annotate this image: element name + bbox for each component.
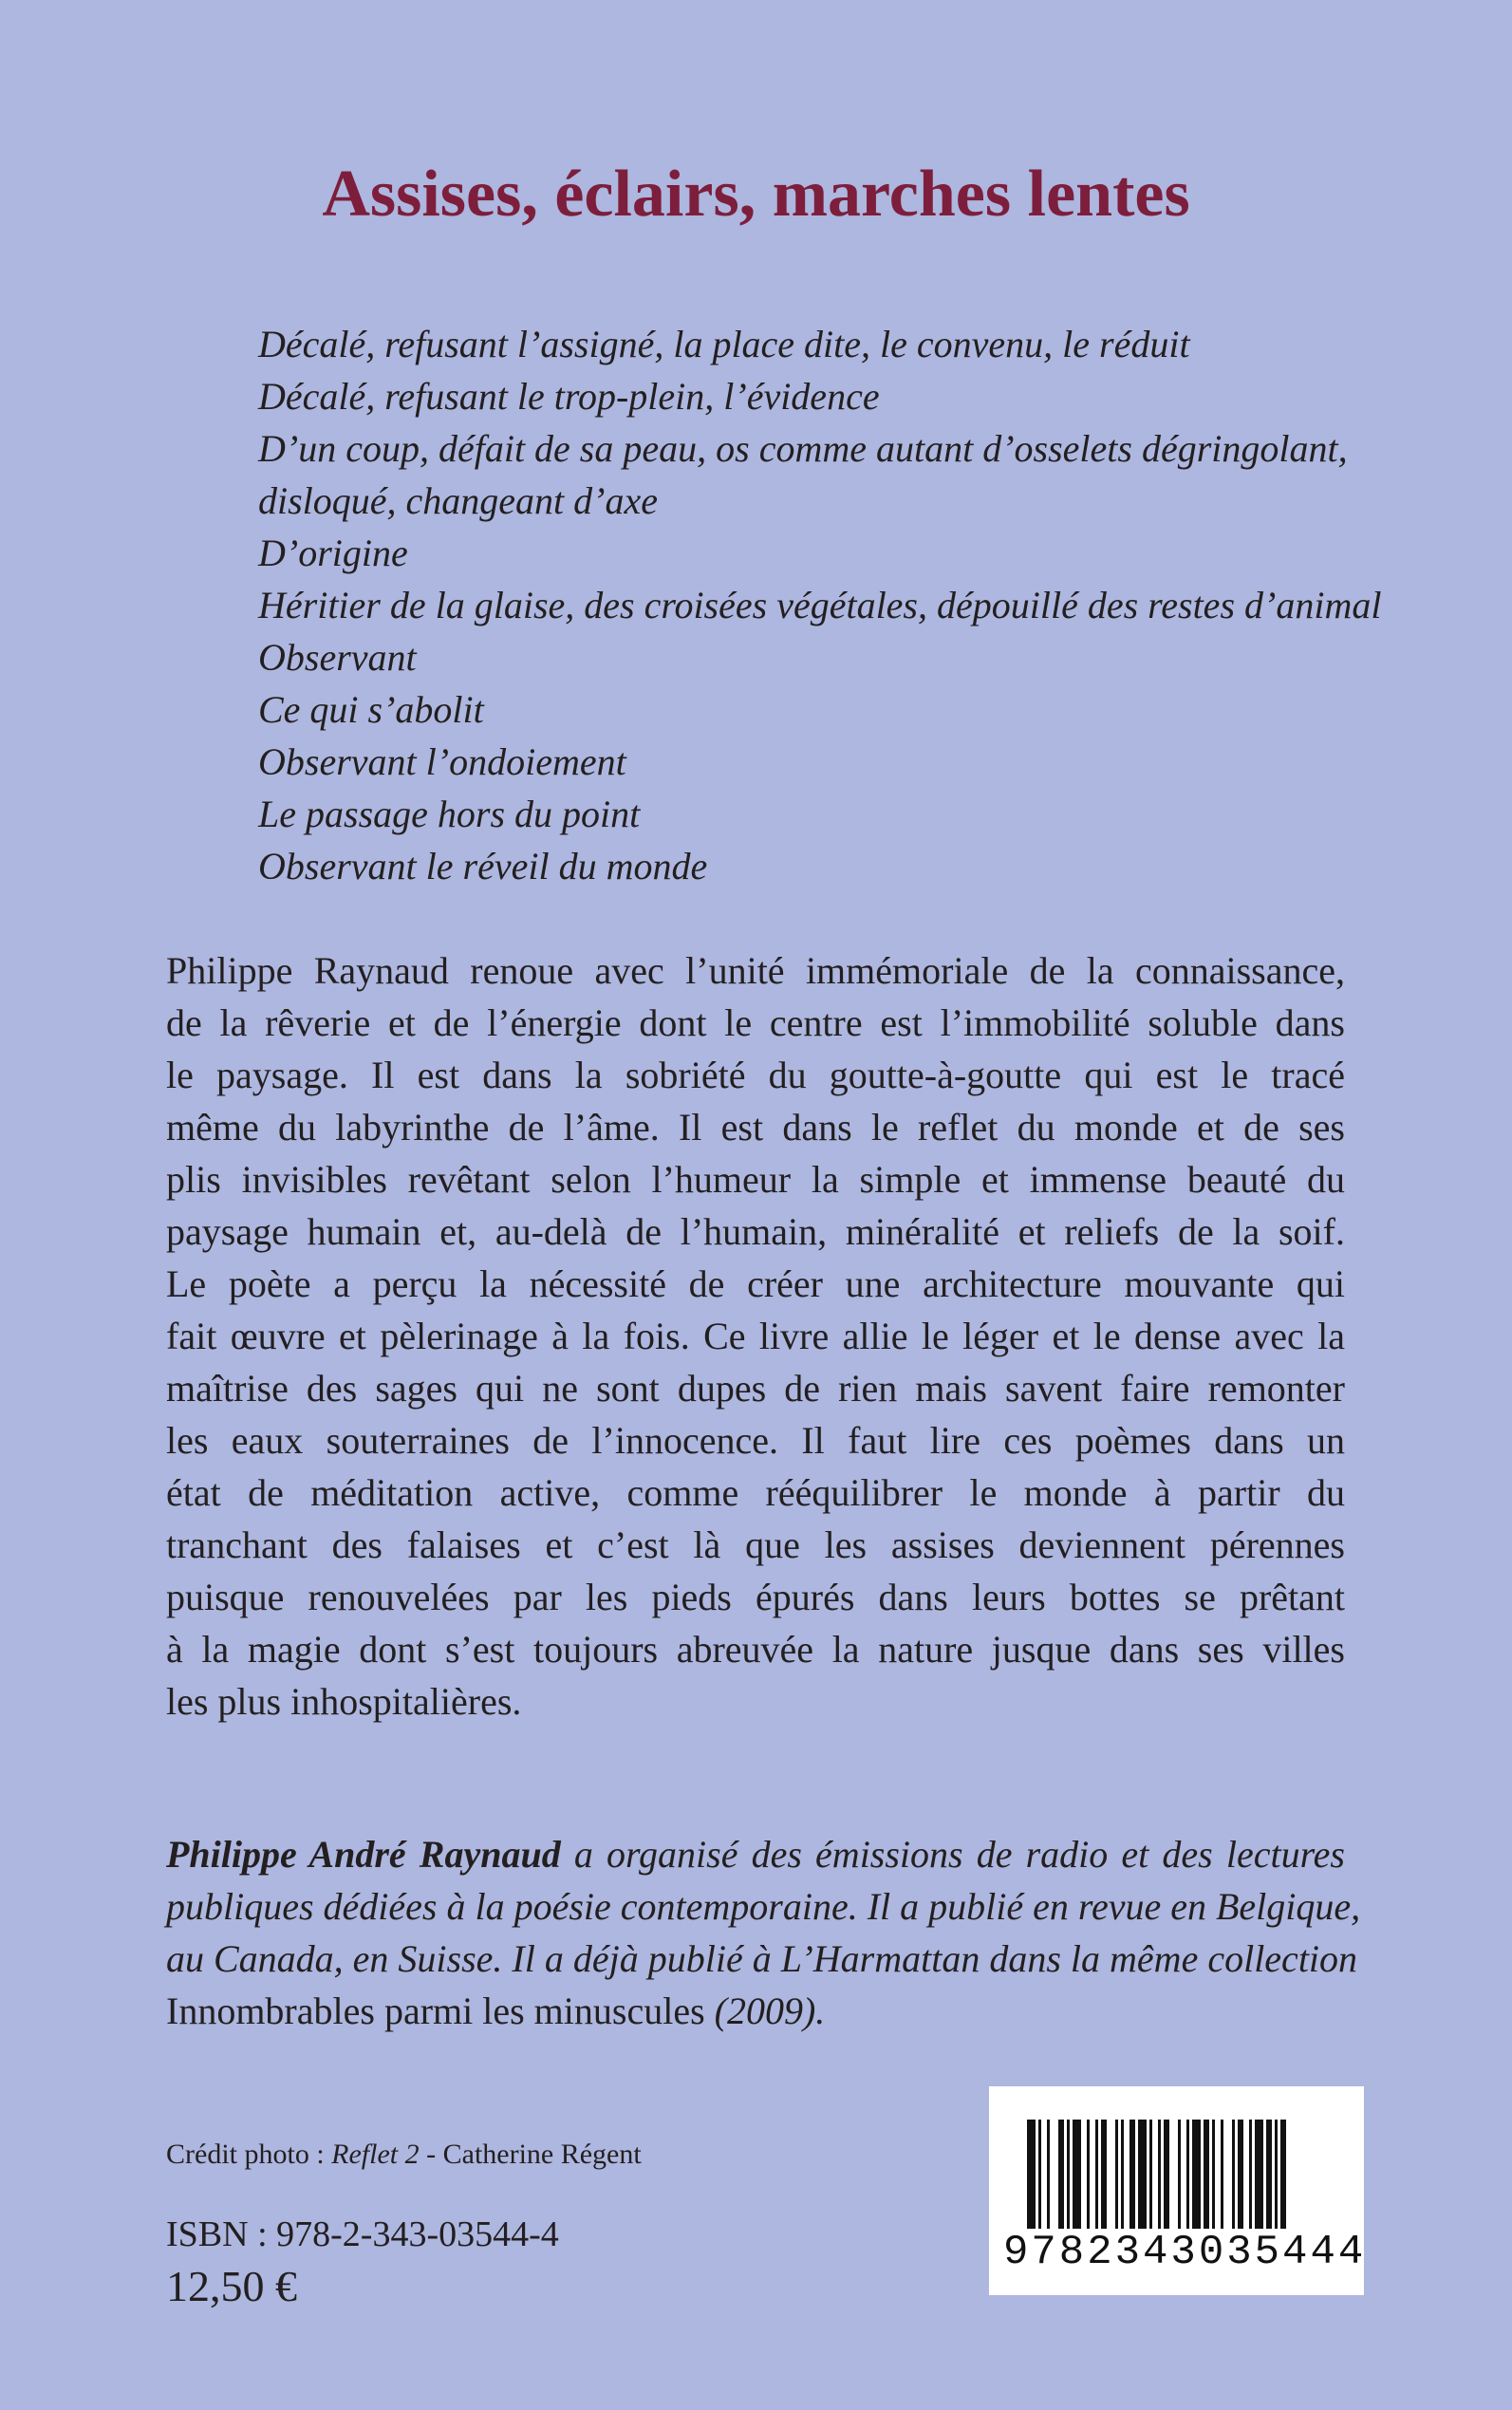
photo-credit (166, 2136, 642, 2174)
description-line: les eaux souterraines de l’innocence. Il faut lire ces poèmes dans un (166, 1419, 1345, 1462)
bio-line (166, 1828, 1345, 1880)
barcode-bar (1047, 2120, 1050, 2229)
book-title: Assises, éclairs, marches lentes (322, 158, 1190, 231)
price: 12,50 € (166, 2262, 297, 2310)
barcode-bar (1095, 2120, 1098, 2229)
barcode (989, 2086, 1367, 2295)
barcode-bar (1192, 2120, 1201, 2229)
barcode-bar (1129, 2120, 1135, 2229)
description-line: de la rêverie et de l’énergie dont le centre est l’immobilité soluble dans (166, 1001, 1345, 1044)
author-name: Philippe André Raynaud (166, 1833, 561, 1876)
description-line: tranchant des falaises et c’est là que les assises deviennent pérennes (166, 1523, 1345, 1566)
barcode-bar (1280, 2120, 1286, 2229)
poem-line: Héritier de la glaise, des croisées végétales, dépouillé des restes d’animal (258, 584, 1382, 626)
description-line: maîtrise des sages qui ne sont dupes de rien mais savent faire remonter (166, 1367, 1345, 1410)
barcode-bar (1138, 2120, 1147, 2229)
barcode-bar (1249, 2120, 1252, 2229)
barcode-bar (1275, 2120, 1278, 2229)
barcode-bar (1115, 2120, 1118, 2229)
barcode-bar (1204, 2120, 1209, 2229)
description-line: à la magie dont s’est toujours abreuvée la nature jusque dans ses villes (166, 1628, 1345, 1671)
barcode-bar (1164, 2120, 1169, 2229)
barcode-bar (1027, 2120, 1036, 2229)
description-line: les plus inhospitalières. (166, 1680, 522, 1723)
book-description (166, 944, 1345, 1728)
poem-line: D’un coup, défait de sa peau, os comme autant d’osselets dégringolant, (258, 427, 1348, 470)
barcode-bar (1149, 2120, 1152, 2229)
poem-line: Observant le réveil du monde (258, 845, 708, 887)
poem-line: Décalé, refusant le trop-plein, l’évidence (258, 375, 880, 418)
poem-line: D’origine (258, 532, 408, 574)
barcode-bar (1073, 2120, 1081, 2229)
barcode-bar (1178, 2120, 1181, 2229)
credit-work: Reflet 2 (331, 2139, 420, 2170)
barcode-bar (1255, 2120, 1263, 2229)
barcode-bar (1038, 2120, 1041, 2229)
description-line: Le poète a perçu la nécessité de créer une architecture mouvante qui (166, 1262, 1345, 1305)
description-line: le paysage. Il est dans la sobriété du goutte-à-goutte qui est le tracé (166, 1054, 1345, 1096)
poem-line: disloqué, changeant d’axe (258, 479, 658, 522)
barcode-bar (1238, 2120, 1243, 2229)
poem-line: Observant (258, 636, 417, 679)
barcode-bar (1221, 2120, 1223, 2229)
description-line: Philippe Raynaud renoue avec l’unité immémoriale de la connaissance, (166, 949, 1345, 992)
description-line: même du labyrinthe de l’âme. Il est dans le reflet du monde et de ses (166, 1106, 1345, 1149)
barcode-bar (1121, 2120, 1124, 2229)
previous-book-title: Innombrables parmi les minuscules (166, 1990, 705, 2032)
barcode-bar (1067, 2120, 1070, 2229)
barcode-bar (1058, 2120, 1064, 2229)
poem-line: Le passage hors du point (258, 793, 641, 835)
previous-book-year: (2009). (704, 1990, 826, 2032)
bio-line: publiques dédiées à la poésie contemporaine. Il a publié en revue en Belgique, (166, 1885, 1361, 1928)
isbn: ISBN : 978-2-343-03544-4 (166, 2214, 559, 2254)
credit-artist: - Catherine Régent (419, 2139, 642, 2170)
barcode-bar (1266, 2120, 1272, 2229)
description-line: puisque renouvelées par les pieds épurés dans leurs bottes se prêtant (166, 1576, 1345, 1618)
barcode-bar (1158, 2120, 1161, 2229)
bio-line: au Canada, en Suisse. Il a déjà publié à L’Harmattan dans la même collection (166, 1937, 1358, 1980)
poem-line: Observant l’ondoiement (258, 740, 626, 783)
barcode-bar (1087, 2120, 1090, 2229)
bio-line (166, 1985, 1345, 2037)
description-line: paysage humain et, au-delà de l’humain, minéralité et reliefs de la soif. (166, 1210, 1345, 1253)
barcode-bar (1101, 2120, 1107, 2229)
barcode-bar (1212, 2120, 1215, 2229)
credit-label: Crédit photo : (166, 2139, 332, 2170)
barcode-bar (1186, 2120, 1189, 2229)
description-line: plis invisibles revêtant selon l’humeur la simple et immense beauté du (166, 1158, 1345, 1201)
poem-line: Décalé, refusant l’assigné, la place dite, le convenu, le réduit (258, 323, 1190, 365)
barcode-bar (1232, 2120, 1235, 2229)
poem-excerpt (258, 318, 1382, 892)
barcode-digits: 9782343035444 (1003, 2229, 1367, 2276)
poem-line: Ce qui s’abolit (258, 688, 484, 731)
description-line: fait œuvre et pèlerinage à la fois. Ce livre allie le léger et le dense avec la (166, 1315, 1345, 1357)
barcode-bars (1027, 2120, 1331, 2229)
author-bio (166, 1828, 1361, 2037)
description-line: état de méditation active, comme rééquilibrer le monde à partir du (166, 1471, 1345, 1514)
bio-text: a organisé des émissions de radio et des lectures (560, 1833, 1345, 1876)
